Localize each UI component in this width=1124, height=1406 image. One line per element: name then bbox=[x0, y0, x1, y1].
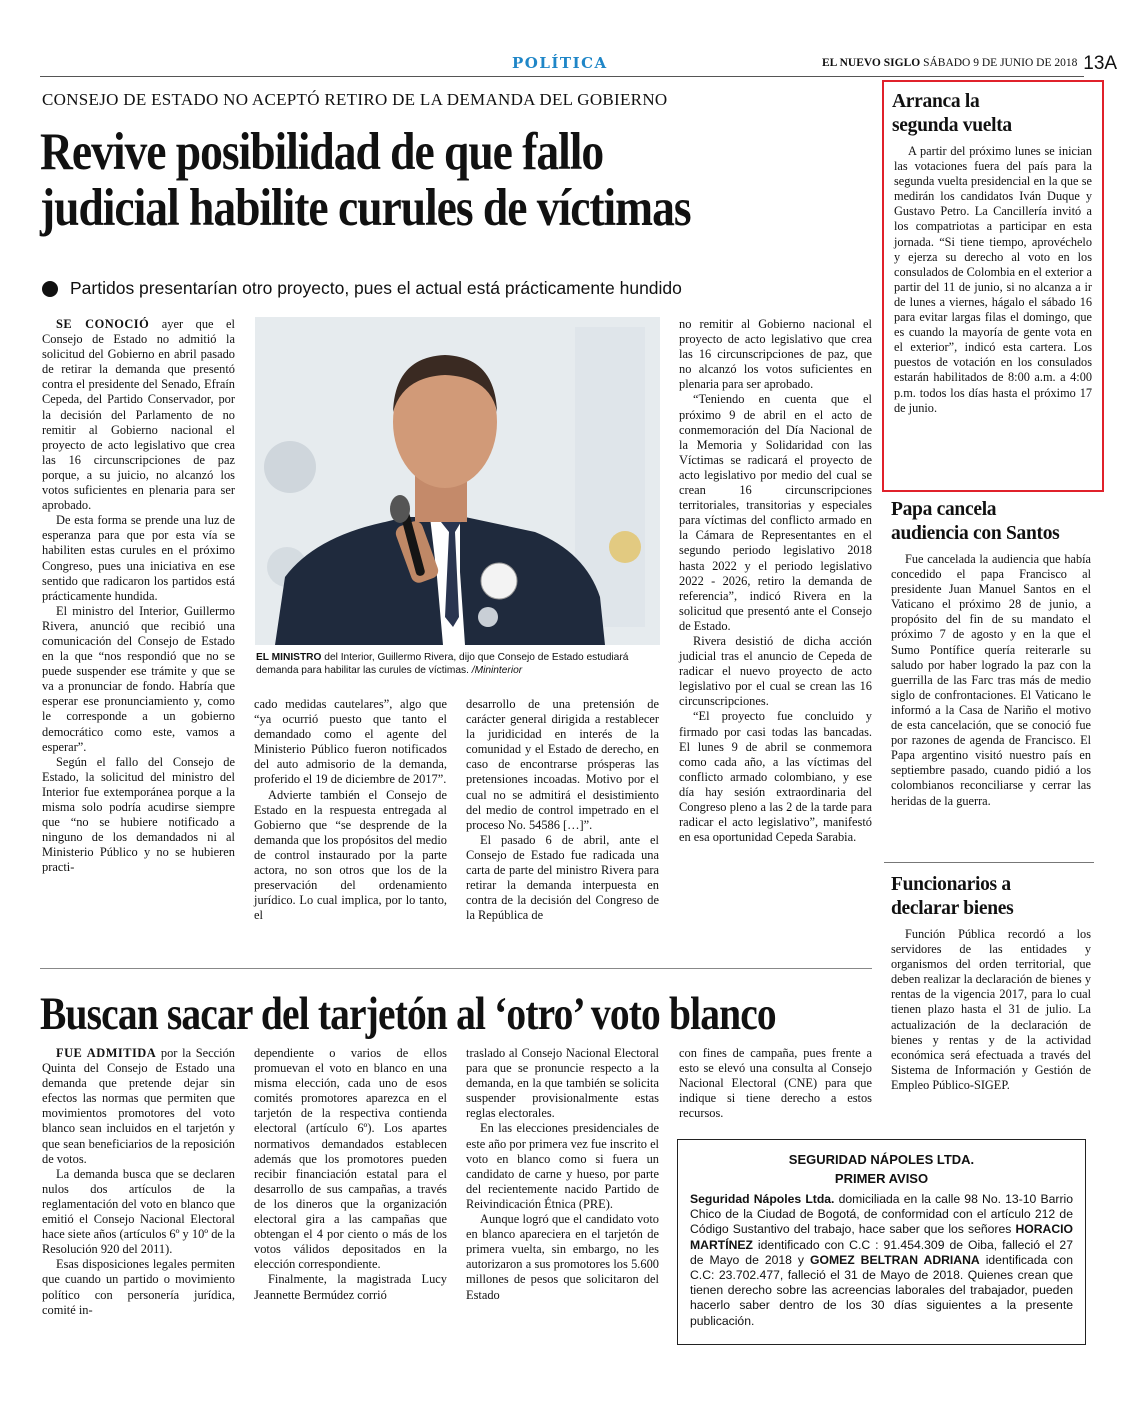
item-body bbox=[891, 552, 1091, 809]
notice-text: identificada con C.C: 23.702.477, falleció el 31 de Mayo de 2018. Quienes crean que tienen derecho sobre las acreencias laborales del trabajador, pueden hacerlo saber dentro de los 30 días siguientes a la presente publicación. bbox=[690, 1252, 1073, 1328]
page-header bbox=[822, 53, 1117, 75]
paragraph: Esas disposiciones legales permiten que cuando un partido o movimiento político con personería jurídica, comité in- bbox=[42, 1257, 235, 1317]
paragraph: Función Pública recordó a los servidores de las entidades y organismos del orden territorial, que deben realizar la declaración de bienes y rentas de la vigencia 2017, para lo cual tienen plazo hasta el 31 de julio. La actualización de la declaración de bienes y rentas y de la actividad económica será efectuada a través del Sistema de Información y Gestión de Empleo Público-SIGEP. bbox=[891, 927, 1091, 1092]
bullet-icon bbox=[42, 281, 58, 297]
paragraph: Fue cancelada la audiencia que había concedido el papa Francisco al presidente Juan Manuel Santos en el Vaticano el próximo 28 de junio, a propósito del fin de su mandato el próximo 7 de agosto y en la que el Sumo Pontífice quería reiterarle su saludo por haber logrado la paz con la guerrilla de las Farc tras más de medio siglo de confrontaciones. El Vaticano le informó a la Casa de Nariño el motivo de esta cancelación, que se conoció fue por razones de agenda de Francisco. El Papa argentino visitó nuestro país en septiembre pasado, cuando pidió a los colombianos reconciliarse y cerrar las heridas de la guerra. bbox=[891, 552, 1091, 808]
paragraph: En las elecciones presidenciales de este año por primera vez fue inscrito el voto en blanco como si fuera un candidato de carne y hueso, por parte del recientemente nacido Partido de Reivindicación Étnica (PRE). bbox=[466, 1121, 660, 1211]
item-body bbox=[891, 927, 1091, 1093]
second-headline: Buscan sacar del tarjetón al ‘otro’ voto blanco bbox=[40, 988, 776, 1040]
paragraph: no remitir al Gobierno nacional el proyecto de acto legislativo que crea las 16 circunscripciones de paz, que no alcanzó los votos suficientes en plenaria para ser aprobado. bbox=[679, 317, 872, 392]
paragraph: De esta forma se prende una luz de esperanza para que por esta vía se habiliten estas curules en el próximo Congreso, pues una iniciativa en ese sentido que radicaron los partidos está prácticamente hundida. bbox=[42, 513, 235, 603]
article-divider bbox=[40, 968, 872, 969]
sidebar-item-officials bbox=[891, 873, 1091, 1093]
box-body bbox=[894, 144, 1092, 416]
newspaper-name: EL NUEVO SIGLO bbox=[822, 57, 921, 69]
main-column-1 bbox=[42, 317, 235, 875]
paragraph: dependiente o varios de ellos promuevan el voto en blanco en una misma elección, cada uno de esos comités promotores aparezca en el tarjetón de la respectiva contienda electoral (artículo 6º). Los apartes normativos demandados establecen además que los promotores pueden recibir financiación estatal para el desarrollo de sus campañas, a través de los dineros que la organización electoral gira a las campañas que obtengan el 4 por ciento o más de los votos válidos depositados en la elección correspondiente. bbox=[254, 1046, 447, 1272]
sidebar-divider bbox=[884, 862, 1094, 863]
article-headline bbox=[40, 124, 870, 236]
caption-credit: /Mininterior bbox=[468, 665, 523, 676]
item-title bbox=[891, 873, 1091, 921]
photo-illustration bbox=[255, 317, 660, 645]
item-title bbox=[891, 498, 1091, 546]
lead-in: FUE ADMITIDA bbox=[56, 1046, 157, 1060]
photo-caption bbox=[256, 651, 660, 677]
notice-text: identificado con C.C : 91.454.309 de Oiba, falleció el 27 de Mayo de 2018 y bbox=[690, 1237, 1073, 1267]
paragraph bbox=[42, 317, 235, 513]
article-kicker: CONSEJO DE ESTADO NO ACEPTÓ RETIRO DE LA DEMANDA DEL GOBIERNO bbox=[42, 90, 668, 109]
box-title-line-2: segunda vuelta bbox=[892, 115, 1012, 136]
notice-subtitle: PRIMER AVISO bbox=[834, 1171, 929, 1186]
paragraph: El ministro del Interior, Guillermo Rivera, anunció que recibió una comunicación del Consejo de Estado en la que “nos respondió que no se puede suspender ese trámite y que se va a pronunciar de fondo. Habría que esperar ese pronunciamiento y, como le corresponde a un gobierno democrático como este, vamos a esperar”. bbox=[42, 603, 235, 754]
box-title bbox=[892, 90, 1102, 138]
notice-company: Seguridad Nápoles Ltda. bbox=[690, 1192, 835, 1206]
box-title-line-1: Arranca la bbox=[892, 91, 980, 112]
item-title-line-1: Papa cancela bbox=[891, 499, 997, 520]
paragraph-text: ayer que el Consejo de Estado no admitió la solicitud del Gobierno en abril pasado de retirar la demanda que presentó contra el presidente del Senado, Efraín Cepeda, del Partido Conservador, por la decisión del Parlamento de no remitir al Gobierno nacional el proyecto de acto legislativo que crea las 16 circunscripciones de paz porque, a su juicio, no alcanzó los votos suficientes en plenaria para ser aprobado. bbox=[42, 317, 235, 513]
paragraph: Según el fallo del Consejo de Estado, la solicitud del ministro del Interior fue extemporánea porque a la misma solo podría acudirse siempre que “no se hubiere notificado a ninguno de los demandados ni al Ministerio Público y no se hubieren practi- bbox=[42, 754, 235, 875]
notice-title: SEGURIDAD NÁPOLES LTDA. bbox=[788, 1152, 975, 1167]
paragraph: El pasado 6 de abril, ante el Consejo de Estado fue radicada una carta de parte del ministro Rivera para retirar la demanda interpuesta en contra de la decisión del Congreso de la República de bbox=[466, 832, 659, 923]
main-column-2 bbox=[254, 697, 447, 923]
notice-name-2: GOMEZ BELTRAN ADRIANA bbox=[810, 1252, 980, 1267]
notice-body bbox=[690, 1192, 1073, 1329]
paragraph: Rivera desistió de dicha acción judicial tras el anuncio de Cepeda de radicar el nuevo proyecto de acto legislativo por el cual se crean las 16 circunscripciones. bbox=[679, 633, 872, 709]
main-column-4 bbox=[679, 317, 872, 845]
paragraph bbox=[42, 1046, 235, 1167]
header-rule bbox=[40, 76, 1084, 77]
paragraph: “El proyecto fue concluido y firmado por casi todas las bancadas. El lunes 9 de abril se conmemora como cada año, a las víctimas del conflicto armado colombiano, y ese día hay sesión extraordinaria del Congreso pleno a las 2 de la tarde para radicar el acto legislativo”, manifestó en esa oportunidad Cepeda Sarabia. bbox=[679, 709, 872, 845]
paragraph: La demanda busca que se declaren nulos dos artículos de la reglamentación del voto en blanco que emitió el Consejo Nacional Electoral hace siete años (artículos 6º y 10º de la Resolución 920 del 2011). bbox=[42, 1166, 235, 1257]
legal-notice bbox=[677, 1139, 1086, 1345]
paragraph: Aunque logró que el candidato voto en blanco apareciera en el tarjetón de primera vuelta, sin embargo, no les autorizaron a sus promotores los 5.600 millones de pesos que solicitaron del Estado bbox=[466, 1212, 659, 1302]
notice-name-1: HORACIO MARTÍNEZ bbox=[690, 1222, 1073, 1252]
main-column-3 bbox=[466, 697, 659, 923]
article-subhead bbox=[42, 278, 682, 299]
page-number: 13A bbox=[1083, 53, 1118, 74]
paragraph-text: por la Sección Quinta del Consejo de Estado una demanda que pretende dejar sin efectos las normas que permiten que movimientos promotores del voto blanco sean incluidos en el tarjetón y que sean beneficiarios de la reposición de votos. bbox=[42, 1046, 235, 1166]
second-column-1 bbox=[42, 1046, 235, 1318]
paragraph: Finalmente, la magistrada Lucy Jeannette Bermúdez corrió bbox=[254, 1272, 447, 1302]
minister-photo bbox=[255, 317, 660, 645]
issue-date: SÁBADO 9 DE JUNIO DE 2018 bbox=[923, 57, 1078, 69]
paragraph: traslado al Consejo Nacional Electoral para que se pronuncie respecto a la demanda, en la que también se solicita suspender provisionalmente estas reglas electorales. bbox=[466, 1046, 659, 1121]
section-label: POLÍTICA bbox=[512, 54, 608, 72]
paragraph: Advierte también el Consejo de Estado en la respuesta entregada al Gobierno que “se desprende de la demanda que los propósitos del medio de control instaurado por la parte actora, no son otros que los de la preservación del ordenamiento jurídico. Lo cual implica, por lo tanto, el bbox=[254, 787, 447, 923]
paragraph: “Teniendo en cuenta que el próximo 9 de abril en el acto de conmemoración del Día Nacional de la Memoria y Solidaridad con las Víctimas se radicará el proyecto de acto legislativo por medio del cual se crean 16 circunscripciones territoriales, transitorias y especiales para víctimas del conflicto armado en la Cámara de Representantes en el segundo periodo legislativo 2018 hasta 2022 y el periodo legislativo 2022 - 2026, retiro la demanda de referencia”, indicó Rivera en la solicitud que presentó ante el Consejo de Estado. bbox=[679, 392, 872, 633]
lead-in: SE CONOCIÓ bbox=[56, 317, 150, 331]
second-column-3 bbox=[466, 1046, 659, 1303]
item-title-line-1: Funcionarios a bbox=[891, 874, 1011, 895]
item-title-line-2: declarar bienes bbox=[891, 898, 1014, 919]
headline-line-1: Revive posibilidad de que fallo bbox=[40, 123, 604, 181]
second-column-4 bbox=[679, 1046, 872, 1121]
paragraph: con fines de campaña, pues frente a esto se elevó una consulta al Consejo Nacional Electoral (CNE) para que indique si tiene derecho a estos recursos. bbox=[679, 1046, 872, 1121]
paragraph: desarrollo de una pretensión de carácter general dirigida a restablecer la juridicidad en interés de la comunidad y el Estado de derecho, en caso de encontrarse prósperas las pretensiones incoadas. Motivo por el cual no se admitirá el desistimiento del medio de control impetrado en el proceso No. 54586 […]”. bbox=[466, 697, 659, 832]
sidebar-highlight-box bbox=[882, 80, 1104, 492]
caption-text: del Interior, Guillermo Rivera, dijo que Consejo de Estado estudiará demanda para habilitar las curules de víctimas. bbox=[256, 652, 629, 676]
subhead-text: Partidos presentarían otro proyecto, pues el actual está prácticamente hundido bbox=[70, 278, 682, 298]
second-column-2 bbox=[254, 1046, 447, 1303]
paragraph: A partir del próximo lunes se inician las votaciones fuera del país para la segunda vuelta presidencial en la que se medirán los candidatos Iván Duque y Gustavo Petro. La Cancillería invitó a los compatriotas a participar en esta jornada. “Si tiene tiempo, aprovéchelo y ejerza su derecho al voto en los consulados de Colombia en el exterior a partir del 11 de junio, si no alcanza a ir de lunes a viernes, hágalo el sábado 16 para evitar largas filas el domingo, que es cuando la mayoría de gente vota en el exterior”, indicó esta cartera. Los puestos de votación en los consulados estarán habilitados de 8:00 a.m. a 4:00 p.m. todos los días hasta el próximo 17 de junio. bbox=[894, 144, 1092, 415]
sidebar-item-pope bbox=[891, 498, 1091, 809]
item-title-line-2: audiencia con Santos bbox=[891, 523, 1060, 544]
headline-line-2: judicial habilite curules de víctimas bbox=[40, 179, 691, 237]
caption-lead: EL MINISTRO bbox=[256, 652, 322, 663]
notice-text: domiciliada en la calle 98 No. 13-10 Barrio Chico de la Ciudad de Bogotá, de conformidad con el artículo 212 de Código Sustantivo del trabajo, hace saber que los señores bbox=[690, 1192, 1073, 1237]
paragraph: cado medidas cautelares”, algo que “ya ocurrió puesto que tanto el demandado como el agente del Ministerio Público fueron notificados del auto admisorio de la demanda, proferido el 19 de diciembre de 2017”. bbox=[254, 697, 447, 787]
